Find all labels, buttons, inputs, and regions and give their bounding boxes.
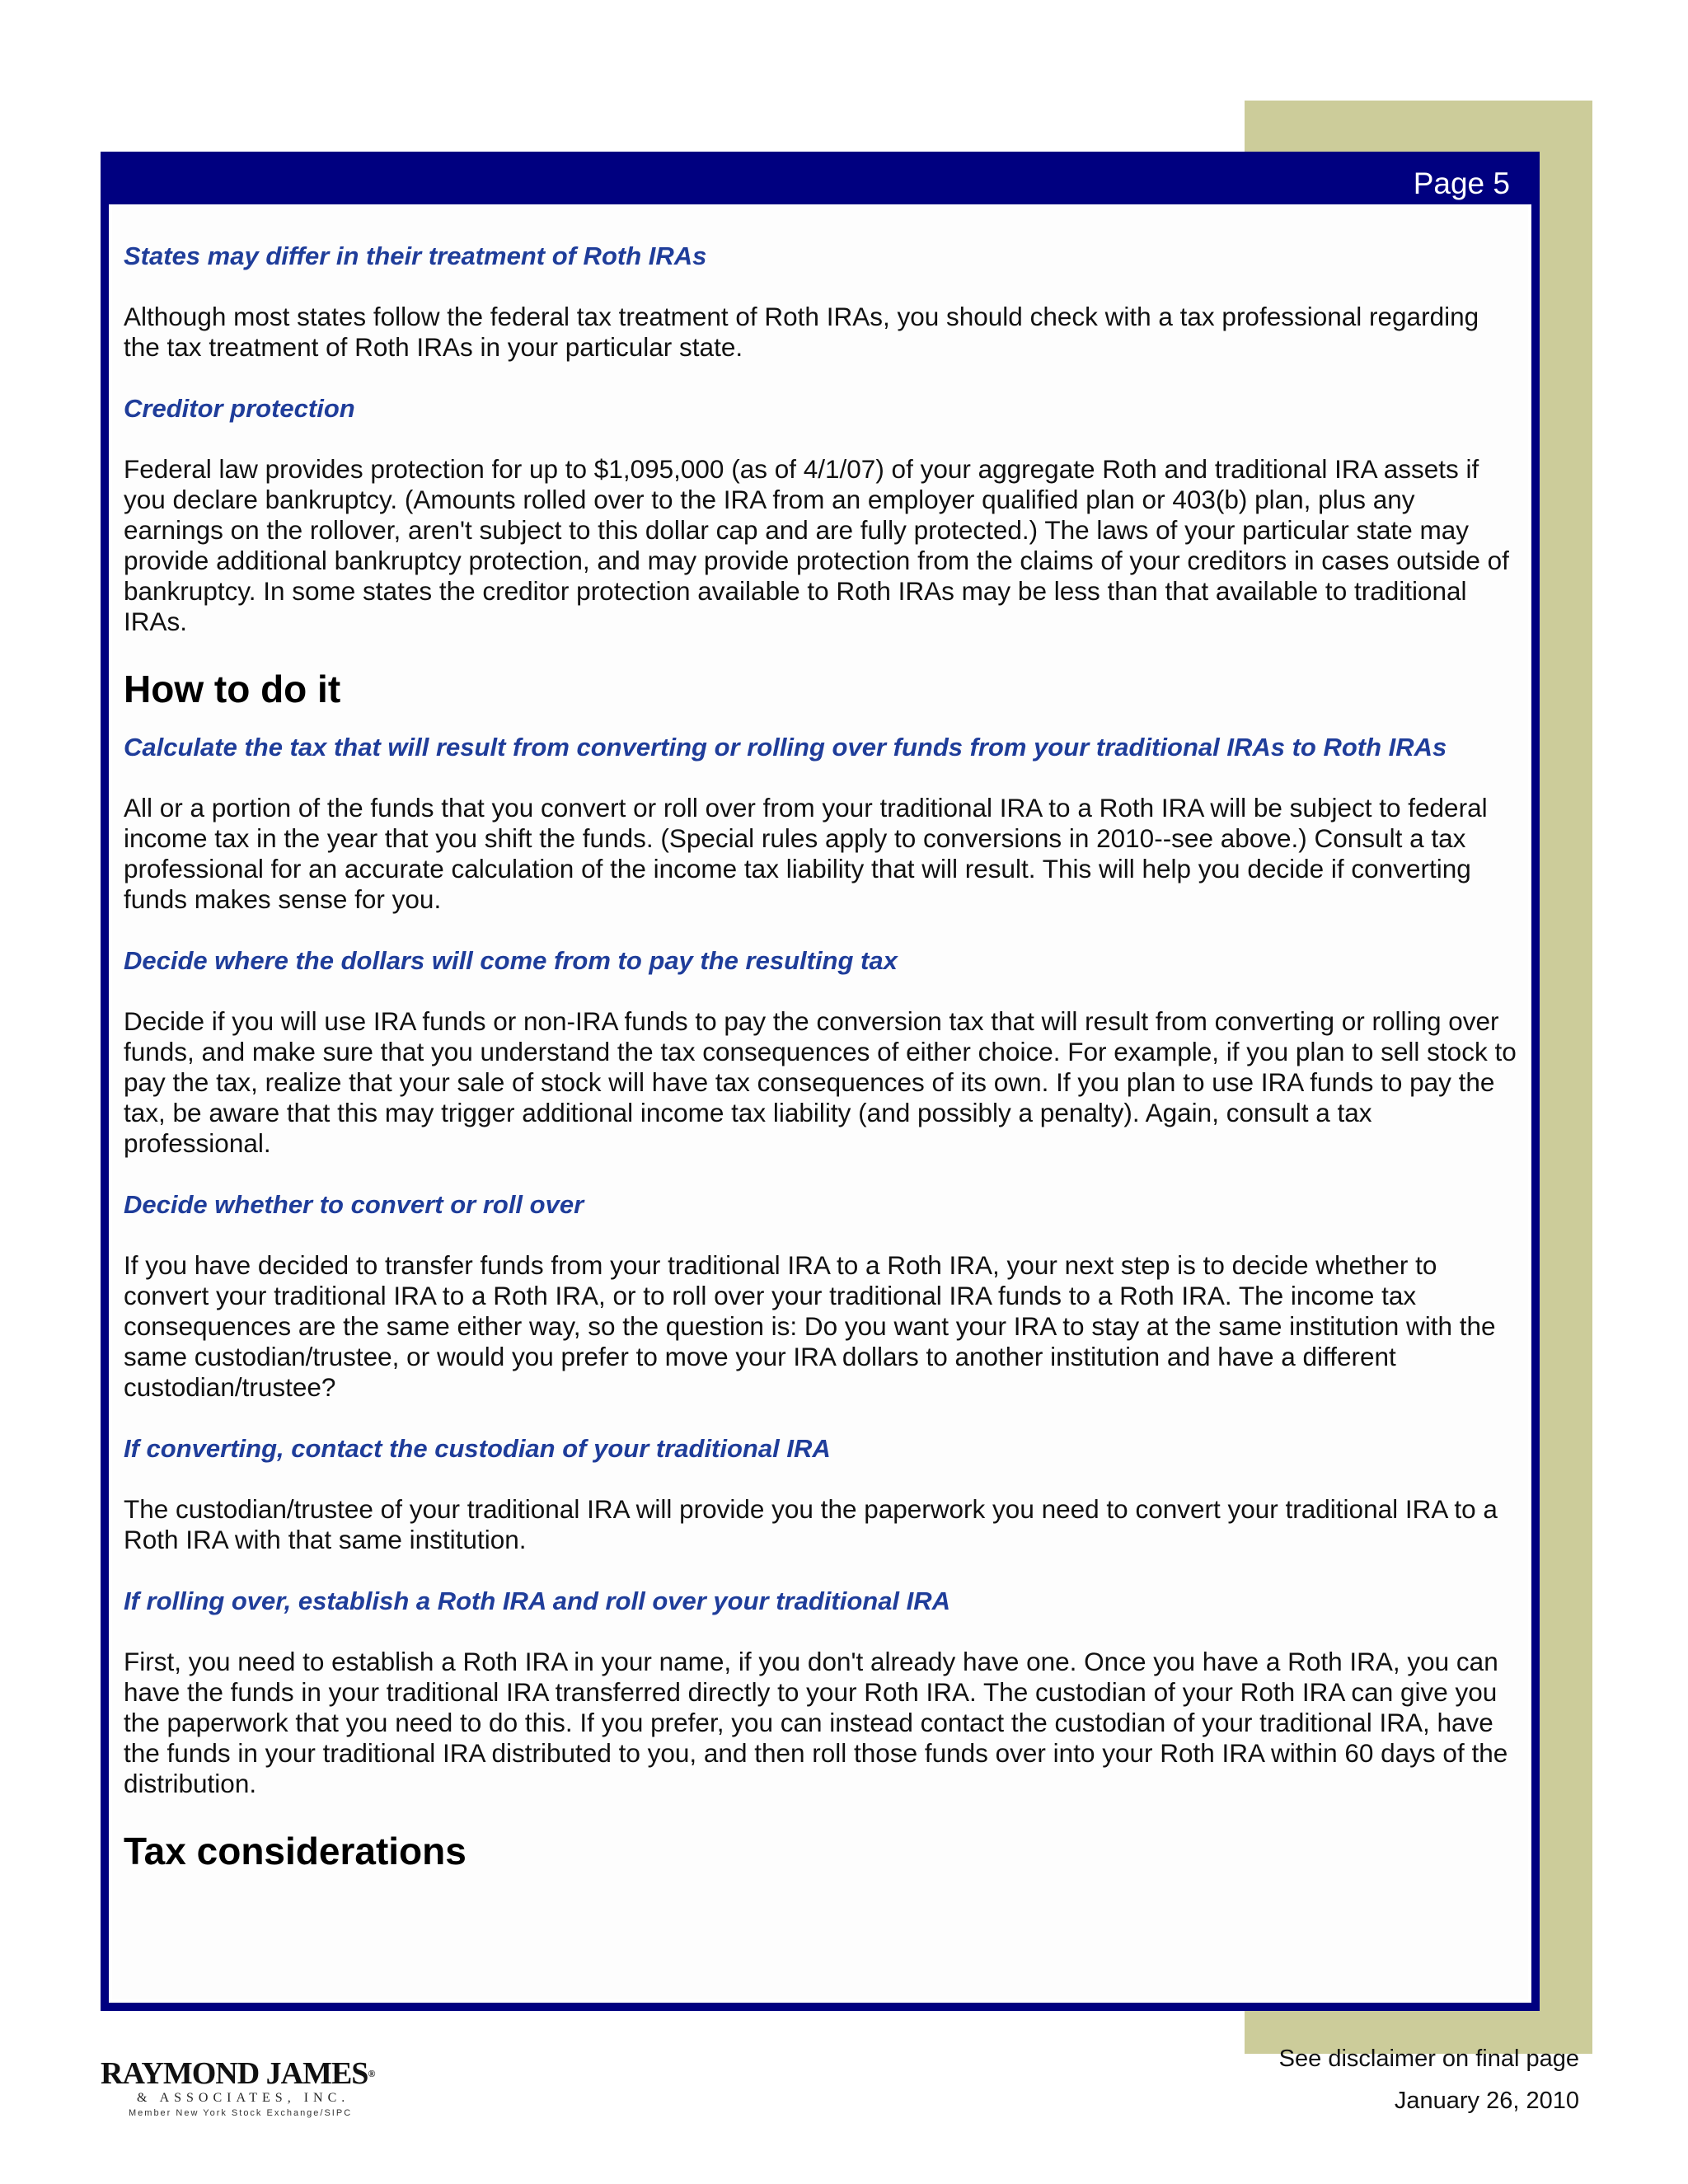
subhead-pay-tax: Decide where the dollars will come from to pay the resulting tax (124, 946, 898, 975)
subhead-states: States may differ in their treatment of Roth IRAs (124, 241, 707, 270)
para-calculate: All or a portion of the funds that you convert or roll over from your traditional IRA to a Roth IRA will be subject to federal income tax in the year that you shift the funds. (Special rules apply to conversions in 2010--see above.) Consult a tax professional for an accurate calculation of the income tax liability that will result. This will help you decide if converting funds makes sense for you. (124, 793, 1488, 914)
howto-item-rolling-over (124, 1586, 1517, 1799)
para-creditor: Federal law provides protection for up to $1,095,000 (as of 4/1/07) of your aggregate Roth and traditional IRA assets if you declare bankruptcy. (Amounts rolled over to the IRA from an employer qualified plan or 403(b) plan, plus any earnings on the rollover, aren't subject to this dollar cap and are fully protected.) The laws of your particular state may provide additional bankruptcy protection, and may provide protection from the claims of your creditors in cases outside of bankruptcy. In some states the creditor protection available to Roth IRAs may be less than that available to traditional IRAs. (124, 454, 1509, 636)
disclaimer-note: See disclaimer on final page (1278, 2046, 1579, 2072)
section-title-how-to: How to do it (124, 668, 341, 710)
logo-name: RAYMOND JAMES (101, 2056, 368, 2091)
logo-registered-mark: ® (368, 2068, 375, 2079)
para-rolling-over: First, you need to establish a Roth IRA in your name, if you don't already have one. Once you have a Roth IRA, you can have the funds in your traditional IRA transferred directly to your Roth IRA. The custodian of your Roth IRA can give you the paperwork that you need to do this. If you prefer, you can instead contact the custodian of your traditional IRA, have the funds in your traditional IRA distributed to you, and then roll those funds over into your Roth IRA within 60 days of the distribution. (124, 1647, 1508, 1798)
page-header-bar (109, 160, 1531, 204)
para-converting: The custodian/trustee of your traditional IRA will provide you the paperwork you need to convert your traditional IRA to a Roth IRA with that same institution. (124, 1494, 1498, 1554)
subhead-converting: If converting, contact the custodian of your traditional IRA (124, 1434, 831, 1463)
logo-subtitle: & ASSOCIATES, INC. (137, 2091, 350, 2105)
section-title-tax: Tax considerations (124, 1830, 467, 1872)
footer-info (1279, 2044, 1579, 2128)
para-states: Although most states follow the federal tax treatment of Roth IRAs, you should check with a tax professional regarding the tax treatment of Roth IRAs in your particular state. (124, 302, 1479, 362)
subhead-creditor: Creditor protection (124, 394, 355, 423)
howto-item-convert-or-roll (124, 1189, 1517, 1403)
document-date: January 26, 2010 (1394, 2088, 1579, 2114)
article-body (124, 241, 1517, 1894)
howto-item-calculate (124, 732, 1517, 915)
subhead-calculate: Calculate the tax that will result from converting or rolling over funds from your traditional IRAs to Roth IRAs (124, 733, 1447, 762)
para-pay-tax: Decide if you will use IRA funds or non-IRA funds to pay the conversion tax that will result from converting or rolling over funds, and make sure that you understand the tax consequences of either choice. For example, if you plan to sell stock to pay the tax, realize that your sale of stock will have tax consequences of its own. If you plan to use IRA funds to pay the tax, be aware that this may trigger additional income tax liability (and possibly a penalty). Again, consult a tax professional. (124, 1006, 1517, 1158)
section-creditor (124, 393, 1517, 637)
subhead-convert-or-roll: Decide whether to convert or roll over (124, 1190, 584, 1219)
howto-item-converting (124, 1433, 1517, 1555)
raymond-james-logo (101, 2057, 397, 2120)
page-number: Page 5 (1413, 166, 1510, 200)
section-states (124, 241, 1517, 363)
logo-member-line: Member New York Stock Exchange/SIPC (129, 2108, 353, 2118)
howto-item-pay-tax (124, 945, 1517, 1159)
subhead-rolling-over: If rolling over, establish a Roth IRA and roll over your traditional IRA (124, 1586, 951, 1615)
para-convert-or-roll: If you have decided to transfer funds from your traditional IRA to a Roth IRA, your next step is to decide whether to convert your traditional IRA to a Roth IRA, or to roll over your traditional IRA funds to a Roth IRA. The income tax consequences are the same either way, so the question is: Do you want your IRA to stay at the same institution with the same custodian/trustee, or would you prefer to move your IRA dollars to another institution and have a different custodian/trustee? (124, 1250, 1496, 1402)
